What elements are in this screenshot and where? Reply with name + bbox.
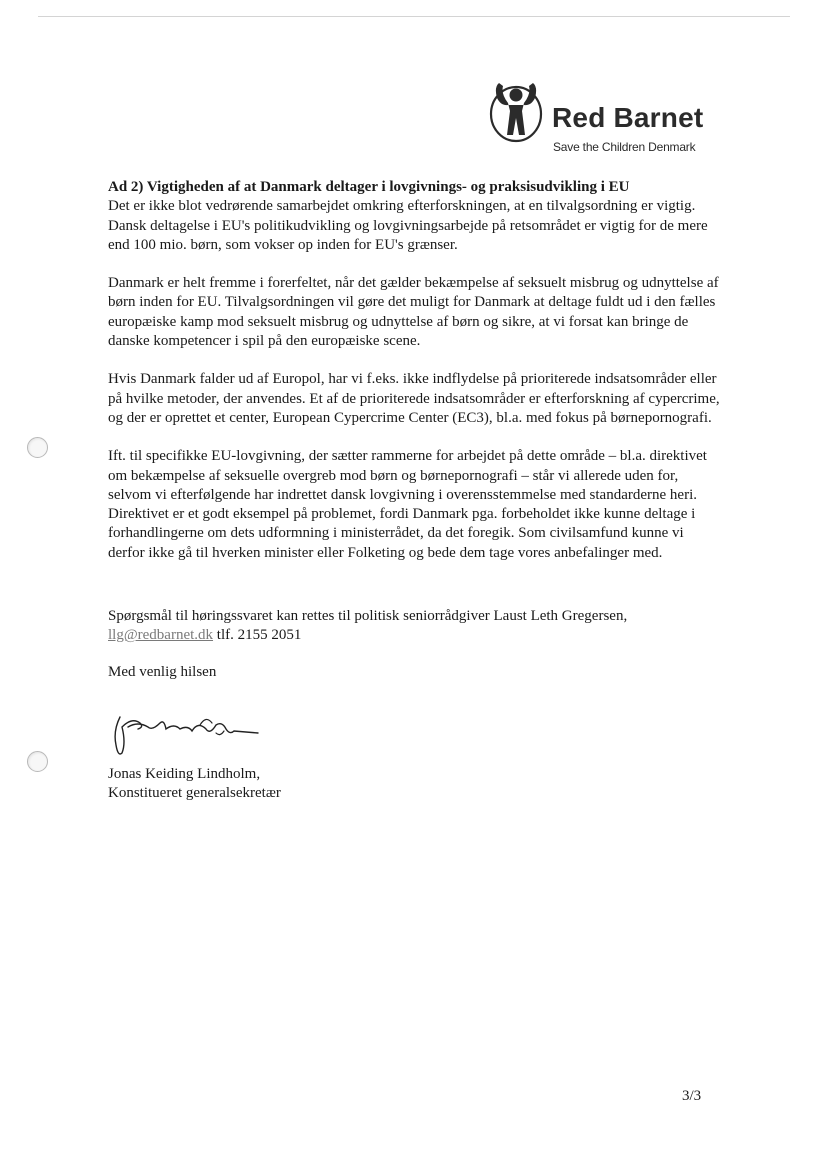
contact-email-link[interactable]: llg@redbarnet.dk [108,627,214,644]
body-paragraph: Hvis Danmark falder ud af Europol, har vi f.eks. ikke indflydelse på prioriterede indsatsområder eller på hvilke metoder, der anvendes. Et af de prioriterede indsatsområder er efterforskning af cypercrime, og der er oprettet et center, European Cypercrime Center (EC3), bl.a. med fokus på børnepornografi. [108,371,720,426]
top-border-line [38,16,790,17]
page-number: 3/3 [682,1088,702,1104]
letter-body [108,178,720,682]
body-paragraph: Ift. til specifikke EU-lovgivning, der sætter rammerne for arbejdet på dette område – bl.a. direktivet om bekæmpelse af seksuelle overgreb mod børn og børnepornografi – står vi allerede uden for, selvom vi efterfølgende har indrettet dansk lovgivning i overensstemmelse med standarderne heri. Direktivet er et godt eksempel på problemet, fordi Danmark pga. forbeholdet ikke kunne deltage i forhandlingerne om dets udformning i ministerrådet, da det foregik. Som civilsamfund kunne vi derfor ikke gå til hverken minister eller Folketing og bede dem tage vores anbefalinger med. [108,448,707,561]
contact-phone: tlf. 2155 2051 [213,627,302,644]
child-figure-icon [486,78,552,144]
handwritten-signature [108,713,260,763]
body-paragraph: Danmark er helt fremme i forerfeltet, når det gælder bekæmpelse af seksuelt misbrug og udnyttelse af børn inden for EU. Tilvalgsordningen vil gøre det muligt for Danmark at deltage fuldt ud i den fælles europæiske kamp mod seksuelt misbrug og udnyttelse af børn og sikre, at vi forsat kan bringe de danske kompetencer i spil på den europæiske scene. [108,275,719,350]
org-name: Red Barnet [552,102,704,133]
signer-block [108,765,281,804]
section-heading: Ad 2) Vigtigheden af at Danmark deltager i lovgivnings- og praksisudvikling i EU [108,179,630,195]
org-tagline: Save the Children Denmark [553,140,696,154]
punch-hole-lower [27,751,48,772]
contact-text: Spørgsmål til høringssvaret kan rettes til politisk seniorrådgiver Laust Leth Gregersen, [108,608,628,625]
punch-hole-upper [27,437,48,458]
closing-greeting: Med venlig hilsen [108,663,217,680]
signer-name: Jonas Keiding Lindholm, [108,766,261,782]
red-barnet-logo [486,78,716,160]
contact-paragraph [108,607,720,646]
signer-title: Konstitueret generalsekretær [108,785,281,802]
body-paragraph: Det er ikke blot vedrørende samarbejdet omkring efterforskningen, at en tilvalgsordning er vigtig. Dansk deltagelse i EU's politikudvikling og lovgivningsarbejde på retsområdet er vigtig for de mere end 100 mio. børn, som vokser op inden for EU's grænser. [108,198,708,253]
